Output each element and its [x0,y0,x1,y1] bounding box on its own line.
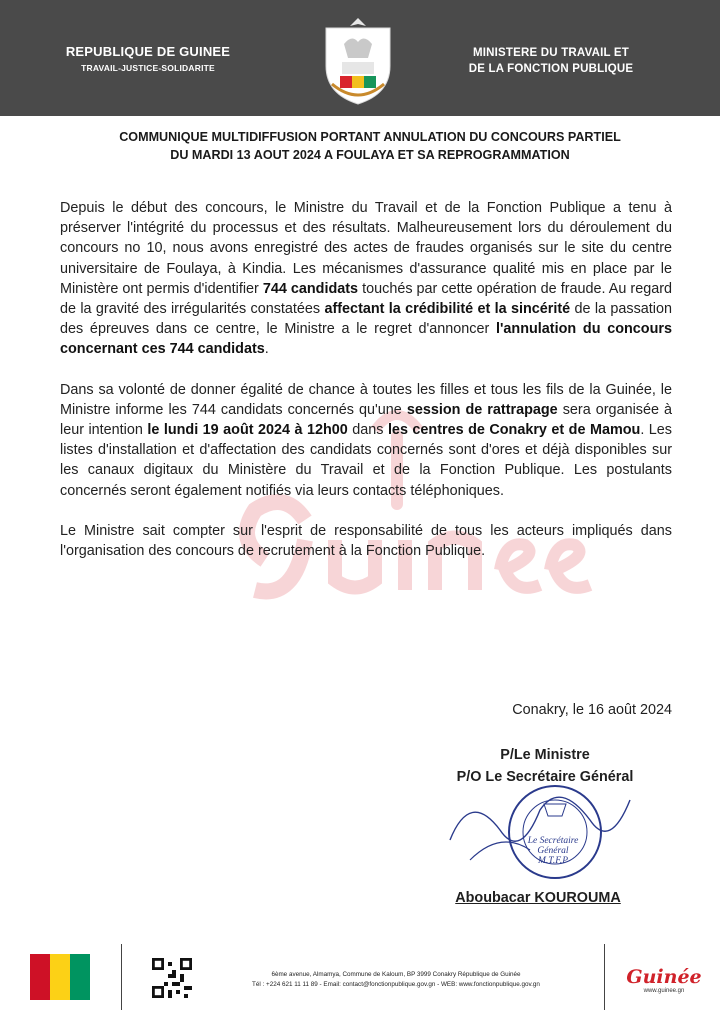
republic-block [50,44,246,73]
signer-line-2: P/O Le Secrétaire Général [456,769,634,785]
guinea-coat-of-arms-icon [318,14,398,110]
footer-divider [121,944,122,1010]
footer-divider [604,944,605,1010]
paragraph-closing: Le Ministre sait compter sur l'esprit de responsabilité de tous les acteurs impliqués dans l'organisation des concours de recrutement à la Fonction Publique. [60,522,672,560]
republic-title: REPUBLIQUE DE GUINEE [65,44,231,59]
footer-address: 6ème avenue, Almamya, Commune de Kaloum, BP 3999 Conakry République de Guinée [271,971,521,978]
session-type: session de rattrapage [406,401,558,418]
place-date: Conakry, le 16 août 2024 [512,702,672,718]
qr-code-icon[interactable] [152,958,192,998]
stamp-label-1: Le Secrétaire [527,836,579,846]
session-text-g: . Les listes d'installation et d'affectation des candidats concernés sont d'ores et déjà disponibles sur les canaux digitaux du Ministère du Travail et de la Fonction Publique. [60,422,673,479]
stamp-label-2: Général [537,846,569,856]
credibility-phrase: affectant la crédibilité et la sincérité [324,301,571,318]
session-date: le lundi 19 août 2024 à 12h00 [147,422,348,439]
official-stamp-icon [440,770,640,890]
footer-phone-email-web: Tél : +224 621 11 11 89 - Email: contact@fonctionpublique.gov.gn - WEB: www.fonctionpublique.gov.gn [252,981,540,988]
qa-sentence-c: touchés par cette opération de fraude. [358,280,606,297]
stamp-label-3: M.T.F.P [538,856,568,866]
session-text-a: Dans sa volonté de donner égalité de chance à toutes les filles et tous les fils de la Guinée, le Ministre informe les 744 candidats concernés qu'une [60,381,672,418]
annulation-phrase: l'annulation du concours concernant ces 744 candidats [60,321,672,358]
ministry-line-2: DE LA FONCTION PUBLIQUE [468,63,634,75]
session-centers: les centres de Conakry et de Mamou [387,422,641,439]
flag-yellow-stripe [50,954,70,1000]
brand-wordmark: Guinée [626,966,702,988]
flag-green-stripe [70,954,90,1000]
session-text-e: dans [347,422,388,439]
paragraph-spacer [60,501,672,521]
brand-site: www.guinee.gn [643,988,685,994]
signer-line-1: P/Le Ministre [500,747,590,763]
title-line-2: DU MARDI 13 AOUT 2024 A FOULAYA ET SA REPROGRAMMATION [170,148,570,162]
signatory-name: Aboubacar KOUROUMA [455,890,621,906]
paragraph-session [60,380,672,501]
gravity-sentence-a: Au regard de la gravité des irrégularités constatées [60,280,672,318]
guinee-brand-logo [624,966,704,994]
candidates-count: 744 candidats [262,280,359,297]
communique-title [80,128,660,164]
intro-sentence: Depuis le début des concours, le Ministre du Travail et de la Fonction Publique a tenu à préserver l'intégrité du processus et des résultats. Malheureusement lors du déroulement du concours no 10, nous avons enregistré des actes de fraudes organisés sur le site du centre universitaire de Foulaya, à Kindia. [60,200,672,277]
gravity-sentence-c: de la passation des épreuves dans ce centre, le Ministre a le regret d'annoncer [60,301,673,338]
paragraph-spacer [60,360,672,380]
session-text-c: sera organisée à leur intention [60,401,673,439]
flag-red-stripe [30,954,50,1000]
footer-contact [196,970,596,990]
ministry-block [446,45,656,77]
stamp-label [520,836,586,866]
guinea-flag-icon [30,954,90,1000]
gravity-sentence-e: . [264,341,269,358]
qa-sentence-a: Les mécanismes d'assurance qualité mis en place par le Ministère ont permis d'identifier [60,260,673,297]
paragraph-intro [60,198,672,360]
session-text-h: Les postulants concernés seront également notifiés via leurs contacts téléphoniques. [60,462,672,499]
header-band [0,0,720,116]
communique-body [60,198,672,561]
footer [0,940,720,1023]
ministry-line-1: MINISTERE DU TRAVAIL ET [472,47,630,59]
republic-motto: TRAVAIL-JUSTICE-SOLIDARITE [81,63,215,73]
title-line-1: COMMUNIQUE MULTIDIFFUSION PORTANT ANNULATION DU CONCOURS PARTIEL [119,130,621,144]
